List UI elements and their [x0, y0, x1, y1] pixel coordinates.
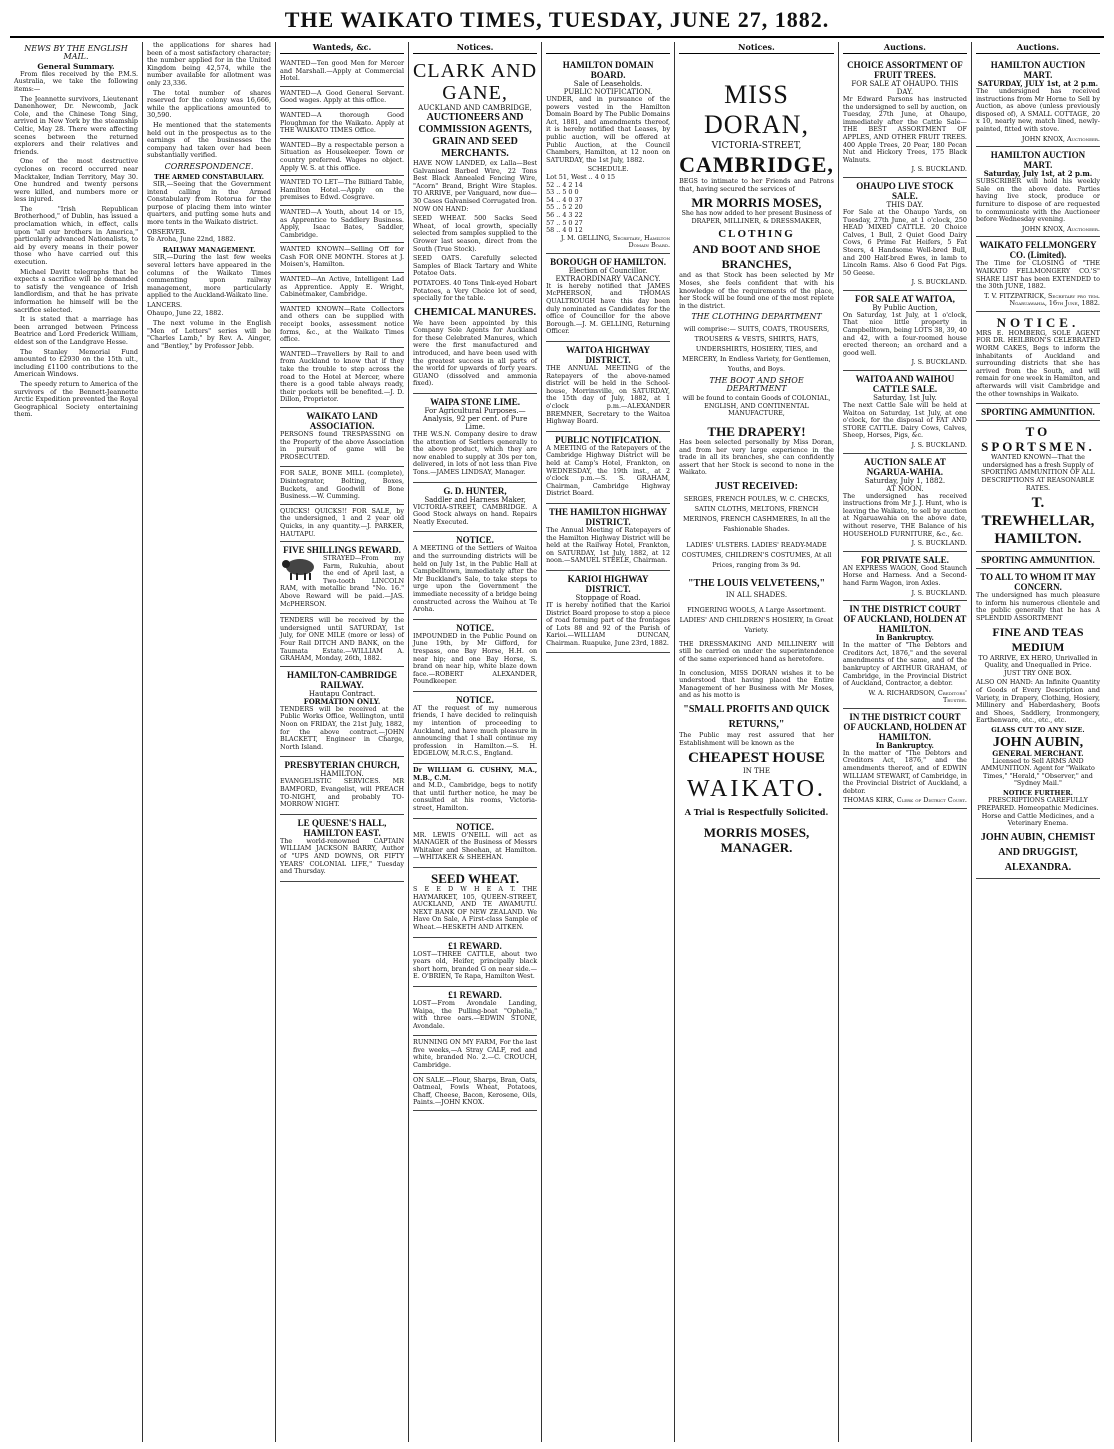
fruit-trees-ad — [843, 57, 967, 178]
section-heading-blank — [546, 42, 670, 54]
ad-subtitle: FORMATION ONLY. — [303, 696, 381, 706]
private-sale-ad — [843, 552, 967, 601]
ad-body: In the matter of "The Debtors and Creditors Act, 1876," and the amendments thereof, and of EDWIN WILLIAM STEWART, of Cambridge, in the Provincial District of Auckland, a debtor. — [842, 748, 967, 795]
tenders-ad: TENDERS will be received by the undersigned until SATURDAY, 1st July, for ONE MILE (more or less) of Four Rail DITCH AND BANK, on the Taumata Estate.—WILLIAM A. GRAHAM, Monday, 26th, 1882. — [280, 614, 404, 667]
schedule-row: 54 .. 4 0 37 — [546, 195, 583, 204]
ad-title: PRESBYTERIAN CHURCH, — [284, 760, 400, 771]
ad-body: SUBSCRIBER will hold his weekly Sale on the above date. Parties having live stock, produce or furniture to dispose of are requested to communicate with the Auctioneer before Wednesday evening. — [975, 177, 1100, 224]
ad-title: SPORTING AMMUNITION. — [981, 555, 1095, 566]
ad-title: CHEMICAL MANURES. — [413, 305, 537, 318]
ad-subtitle: Stoppage of Road. — [575, 593, 641, 602]
ad-subtitle: For Agricultural Purposes.—Analysis, 92 per cent. of Pure Lime. — [422, 407, 528, 432]
column-8 — [972, 42, 1104, 1442]
article-paragraph: The total number of shares reserved for the colony was 16,666, while the applications amounted to 30,590. — [147, 88, 272, 120]
ad-body: MR. LEWIS O'NEILL will act as MANAGER of the Business of Messrs Whitaker and Sheehan, at Hamilton.—WHITAKER & SHEEHAN. — [413, 830, 538, 862]
ad-heading: "THE LOUIS VELVETEENS," — [688, 577, 825, 589]
ad-body: IT is hereby notified that the Karioi District Board propose to stop a piece of road forming part of the frontages of Lots 88 and 92 of the Parish of Karioi.—WILLIAM DUNCAN, Chairman. Ruapuke, June 23rd, 1882. — [546, 600, 671, 647]
wanted-ad: WANTED—A thorough Good Ploughman for the Waikato. Apply at THE WAIKATO TIMES Office. — [280, 109, 404, 139]
ad-body: POTATOES. 40 Tons Tink-eyed Hobart Potatoes, a Very Choice lot of seed, specially for the table. — [413, 278, 538, 303]
seed-wheat-ad — [413, 868, 537, 938]
domain-board-ad — [546, 57, 670, 254]
article-paragraph: From files received by the P.M.S. Australia, we take the following items:— — [14, 69, 139, 93]
letter-body: SIR,—During the last few weeks several letters have appeared in the columns of the Waikato Times commenting upon railway management, more particularly applied to the Auckland-Waikato line. — [147, 253, 272, 300]
ad-title: LE QUESNE'S HALL, HAMILTON EAST. — [297, 817, 387, 838]
stray-ad: RUNNING ON MY FARM, For the last five weeks,—A Stray CALF, red and white, branded No. 2.—C. CROUCH, Cambridge. — [413, 1036, 537, 1073]
notice-ad — [413, 620, 537, 692]
teas-banner: FINE AND TEAS MEDIUM — [992, 624, 1084, 654]
schedule-row: 56 .. 4 3 22 — [546, 210, 583, 219]
letter-title: THE ARMED CONSTABULARY. — [154, 172, 264, 181]
ad-subtitle: Saturday, July 1st, at 2 p.m. — [983, 169, 1093, 179]
ad-body: The Time for CLOSING of "THE WAIKATO FELLMONGERY CO.'S" SHARE LIST has been EXTENDED to the 30th JUNE, 1882. — [975, 259, 1100, 291]
ad-body: It is hereby notified that JAMES McPHERSON, and THOMAS QUALTROUGH have this day been duly nominated as Candidates for the office of Councillor for the above Borough.—J. M. GELLING, Returning Officer. — [546, 281, 671, 336]
article-paragraph: It is stated that a marriage has been arranged between Princess Beatrice and Lord Frederick William, eldest son of the Landgrave Hesse. — [14, 315, 139, 346]
ad-signature: J. S. BUCKLAND. — [911, 165, 967, 174]
ad-body: FINGERING WOOLS, A Large Assortment. LADIES' AND CHILDREN'S HOSIERY, In Great Variety. — [679, 605, 834, 634]
ad-subtitle: GENERAL MERCHANT. — [992, 748, 1084, 758]
wanted-ad: WANTED—A Good General Servant. Good wages. Apply at this office. — [280, 87, 404, 109]
fellmongery-ad — [976, 237, 1100, 312]
ad-title: TO SPORTSMEN. — [981, 424, 1095, 455]
ad-signature: J. M. GELLING, Secretary, Hamilton Domain Board. — [560, 233, 671, 250]
doctor-ad — [413, 764, 537, 819]
ad-title: THE HAMILTON HIGHWAY DISTRICT. — [548, 506, 668, 527]
ad-title: HAMILTON DOMAIN BOARD. — [562, 60, 654, 80]
ad-subtitle: HAMILTON. — [320, 770, 364, 779]
ad-title: NOTICE. — [456, 535, 494, 546]
article-paragraph: The Jeannette survivors, Lieutenant Danenhower, Dr. Newcomb, Jack Cole, and the Chinese Tong Sing, arrived in New York by the steamship Celtic, May 28. There were affecting scenes between the returned explorers and their relatives and friends. — [14, 94, 139, 156]
ad-body: A MEETING of the Settlers of Waitoa and the surrounding districts will be held on July 1st, in the Public Hall at Campbelltown, immediately after the Mr Buckland's Sale, to take steps to urge upon the Government the immediate necessity of a bridge being constructed across the Waihou at Te Aroha. — [413, 544, 538, 614]
ad-body: THE ANNUAL MEETING of the Ratepayers of the above-named district will be held in the School-house, Morrinsville, on SATURDAY, the 15th day of July, 1882, at 1 o'clock p.m.—ALEXANDER BREMNER, Secretary to the Waitoa Highway Board. — [546, 364, 671, 426]
ad-body: LADIES' ULSTERS. LADIES' READY-MADE COSTUMES, CHILDREN'S COSTUMES, At all Prices, ranging from 3s 9d. — [681, 540, 832, 569]
notice-ad — [413, 819, 537, 868]
ad-body: TENDERS will be received at the Public Works Office, Wellington, until Noon on FRIDAY, the 21st July, 1882, for the above contract.—JOHN BLACKETT, Engineer in Charge, North Island. — [280, 704, 405, 751]
reward-ad — [280, 542, 404, 614]
ngaruawahia-ad — [843, 454, 967, 552]
ad-motto: "SMALL PROFITS AND QUICK RETURNS," — [683, 704, 830, 731]
news-subheading: General Summary. — [37, 62, 115, 72]
letter-signature: OBSERVER. — [147, 227, 187, 236]
wanted-ad: WANTED—An Active, Intelligent Lad as Apprentice. Apply E. Wright, Cabinetmaker, Cambridge. — [280, 273, 404, 303]
ad-body: Mr Edward Parsons has instructed the undersigned to sell by auction, on Tuesday, 27th June, at Ohaupo, immediately after the Cattle Sale—THE BEST ASSORTMENT OF APPLES, AND OTHER FRUIT TREES. 400 Apple Trees, 20 Pear, 180 Pecan Nut and Hickory Trees, 175 Black Walnuts. — [842, 95, 967, 164]
section-heading: Notices. — [679, 42, 834, 54]
ad-subtitle: Saturday, 1st July. — [873, 394, 937, 403]
ad-heading: CLOTHING — [718, 228, 795, 241]
ad-signature: JOHN KNOX, Auctioneer. — [1021, 224, 1100, 233]
auction-mart-ad — [976, 147, 1100, 237]
ad-signature: J. S. BUCKLAND. — [911, 441, 967, 449]
ad-body: The undersigned has much pleasure to inform his numerous clientele and the public generally that he has A SPLENDID ASSORTMENT — [975, 591, 1100, 622]
ammunition-ad — [976, 552, 1100, 569]
ad-title: MISS DORAN, — [704, 80, 809, 139]
ad-body: The Public may rest assured that her Establishment will be known as the — [679, 731, 834, 747]
waihou-cattle-ad — [843, 371, 967, 454]
worm-cakes-ad — [976, 312, 1100, 404]
ad-body: THE DRESSMAKING AND MILLINERY will still be carried on under the superintendence of the same experienced hand as heretofore. — [679, 639, 834, 664]
ad-body: VICTORIA-STREET, CAMBRIDGE. A Good Stock always on hand. Repairs Neatly Executed. — [413, 502, 538, 526]
ad-title: NOTICE. — [456, 821, 494, 832]
ad-subtitle: AT NOON. — [886, 484, 924, 493]
for-sale-ad: FOR SALE, BONE MILL (complete), Disintegrator, Bolting, Boxes, Buckets, and Goodwill of Bone Business.—W. Cumming. — [280, 467, 404, 504]
schedule-row: 55 .. 5 2 20 — [546, 203, 583, 212]
notice-ad — [413, 692, 537, 764]
ad-heading: THE DRAPERY! — [707, 423, 806, 439]
ad-title: WAITOA AND WAIHOU CATTLE SALE. — [855, 374, 955, 395]
ad-body: UNDER, and in pursuance of the powers vested in the Hamilton Domain Board by The Public Domains Act, 1881, and amendments thereof, it is hereby notified that Leases, by public auction, will be offered at Public Auction, at the Council Chambers, Hamilton, at 12 noon on SATURDAY, the 1st July, 1882. — [546, 95, 671, 164]
wanted-ad: WANTED KNOWN—Rate Collectors and others can be supplied with receipt books, assessment notice forms, &c., at the Waikato Times office. — [280, 303, 404, 348]
church-ad — [280, 757, 404, 814]
wanted-ad: WANTED—A Youth, about 14 or 15, as Apprentice to Saddlery Business. Apply, Isaac Bates, Saddler, Cambridge. — [280, 206, 404, 243]
wanted-ad: WANTED—Travellers by Rail to and from Auckland to know that if they take the trouble to step across the road to the Hotel at Mercer, where there is a good table always ready, their pockets will be benefited.—J. D. Dillon, Proprietor. — [280, 348, 404, 408]
column-1 — [10, 42, 143, 1442]
ad-signature: THOMAS KIRK, Clerk of District Court. — [843, 796, 967, 805]
ad-signature: MORRIS MOSES, MANAGER. — [703, 824, 810, 855]
ad-body: The world-renowned CAPTAIN WILLIAM JACKSON BARRY, Author of "UPS AND DOWNS, OR FIFTY YEARS' COLONIAL LIFE," Tuesday and Thursday. — [280, 836, 405, 876]
ad-subtitle: AUCKLAND AND CAMBRIDGE, — [418, 104, 532, 112]
ad-line: NOTICE FURTHER. — [1003, 788, 1073, 797]
section-heading: Wanteds, &c. — [280, 42, 404, 54]
ad-title: CLARK AND GANE, — [413, 60, 538, 104]
ram-illustration — [280, 555, 320, 581]
ad-subtitle: By Public Auction, — [872, 303, 938, 312]
aubin-ad — [976, 569, 1100, 879]
schedule-row: Lot 51, West .. 4 0 15 — [546, 172, 616, 181]
ad-body: On Saturday, 1st July, at 1 o'clock, That nice little property in Campbelltown, being LOTS 38, 39, 40 and 42, with a four-roomed house erected thereon; an orchard and a good well. — [842, 310, 967, 357]
article-paragraph: The "Irish Republican Brotherhood," of Dublin, has issued a proclamation which, in effect, calls upon "all our brothers in America," particularly advanced Nationalists, to aid by every means in their power those who have carried out this execution. — [14, 204, 139, 267]
ad-heading: JUST RECEIVED: — [715, 480, 798, 492]
ad-body: IMPOUNDED in the Public Pound on June 19th, by Mr Gifford, for trespass, one Bay Horse, H.H. on near hip; and one Bay Horse, S. brand on near hip, white blaze down face.—ROBERT ALEXANDER, Poundkeeper. — [413, 631, 538, 686]
ad-subtitle: Hautapu Contract. — [308, 689, 376, 698]
section-heading: Auctions. — [843, 42, 967, 54]
hamilton-highway-ad — [546, 504, 670, 571]
ad-title: PUBLIC NOTIFICATION. — [555, 434, 661, 445]
ad-body: ALSO ON HAND: An Infinite Quantity of Goods of Every Description and Variety, in Drapery, Clothing, Hosiery, Millinery and Haberdashery, Boots and Shoes, Saddlery, Ironmongery, Earthenware, etc., etc., etc. — [975, 678, 1100, 725]
ad-signature: J. S. BUCKLAND. — [911, 278, 967, 287]
column-4 — [409, 42, 542, 1442]
schedule-row: 58 .. 4 0 12 — [546, 226, 583, 235]
ad-signature: T. V. FITZPATRICK, Secretary pro tem. Ngaruawahia, 16th June, 1882. — [984, 291, 1100, 308]
ad-body: STRAYED—From my Farm, Rukuhia, about the end of April last, a Two-tooth LINCOLN RAM, with metallic brand "No. 16." Above Reward will be paid.—JAS. McPHERSON. — [280, 554, 405, 608]
ad-body: The undersigned has received instructions from Mr J. J. Hunt, who is leaving the Waikato, to sell by auction at Ngaruawahia on the above date, without reserve, THE Balance of his HOUSEHOLD FURNITURE, &c., &c. — [842, 491, 967, 538]
ad-title: HAMILTON-CAMBRIDGE RAILWAY. — [287, 669, 398, 690]
ad-line: GLASS CUT TO ANY SIZE. — [991, 725, 1085, 734]
ad-body: EVANGELISTIC SERVICES. MR BAMFORD, Evangelist, will PREACH TO-NIGHT, and probably TO-MORROW NIGHT. — [280, 777, 405, 809]
ad-body: A MEETING of the Ratepayers of the Cambridge Highway District will be held at Camp's Hotel, Frankton, on WEDNESDAY, the 19th inst., at 2 o'clock p.m.—S. S. GRAHAM, Chairman, Cambridge Highway District Board. — [546, 443, 671, 498]
article-paragraph: Michael Davitt telegraphs that he expects a sacrifice will be demanded to satisfy the vengeance of Irish landlordism, and that he has private information he himself will be the sacrifice selected. — [14, 267, 139, 314]
ad-body: Licensed to Sell ARMS AND AMMUNITION. Agent for "Waikato Times," "Herald," "Observer," and "Sydney Mail." — [981, 756, 1095, 788]
article-paragraph: One of the most destructive cyclones on record occurred near Macktaker, Indian Territory, May 30. One hundred and twenty persons were killed, and numbers more or less injured. — [14, 157, 139, 204]
ad-title: KARIOI HIGHWAY DISTRICT. — [567, 573, 649, 594]
miss-doran-ad — [679, 57, 834, 858]
reward-ad — [413, 938, 537, 987]
ad-subtitle: THIS DAY. — [886, 200, 924, 209]
letter-body: SIR,—Seeing that the Government intend calling in the Armed Constabulary from Rotorua for the purpose of placing them into winter quarters, and putting some huts and more tents in the Waikato district. — [147, 180, 272, 227]
column-3 — [276, 42, 409, 1442]
ad-title: G. D. HUNTER, — [443, 485, 507, 496]
schedule-row: 52 .. 4 2 14 — [546, 180, 583, 189]
ad-signature: J. S. BUCKLAND. — [911, 358, 967, 367]
ad-title: OHAUPO LIVE STOCK SALE. — [856, 180, 954, 201]
ad-subtitle: IN THE — [743, 767, 770, 776]
ad-subtitle: Saddler and Harness Maker, — [424, 495, 526, 504]
ad-body: The next Cattle Sale will be held at Waitoa on Saturday, 1st July, at one o'clock, for the disposal of FAT AND STORE CATTLE. Dairy Cows, Calves, Sheep, Horses, Pigs, &c. — [842, 401, 967, 440]
ad-title: NOTICE. — [996, 314, 1080, 330]
wanted-ad: WANTED—By a respectable person a Situation as Housekeeper. Town or country preferred. Wages no object. Apply W. S. at this office. — [280, 139, 404, 176]
ad-body: She has now added to her present Business of DRAPER, MILLINER, & DRESSMAKER, — [681, 209, 832, 225]
ad-signature: JOHN AUBIN, CHEMIST AND DRUGGIST, ALEXANDRA. — [980, 831, 1096, 873]
ad-body: S E E D W H E A T. THE HAYMARKET, 105, QUEEN-STREET, AUCKLAND, AND TE AWAMUTU. NEXT BANK OF NEW ZEALAND. We Have On Sale, A First-class Sample of Wheat.—HESKETH AND AITKEN. — [413, 884, 538, 931]
letter-signature: LANCERS. — [147, 301, 183, 309]
notice-ad — [413, 532, 537, 619]
on-sale-ad: ON SALE.—Flour, Sharps, Bran, Oats, Oatmeal, Fowls Wheat, Potatoes, Chaff, Cheese, Bacon, Kerosene, Oils, Paints.—JOHN KNOX. — [413, 1074, 537, 1111]
quicks-ad: QUICKS! QUICKS!! FOR SALE, by the undersigned, 1 and 2 year old Quicks, in any quantity.—J. PARKER, HAUTAPU. — [280, 505, 404, 542]
ad-section: THE CLOTHING DEPARTMENT — [691, 312, 822, 322]
ad-body: SEED OATS. Carefully selected Samples of Black Tartary and White Potatoe Oats. — [413, 254, 538, 278]
hall-ad — [280, 815, 404, 882]
ad-body: SEED WHEAT. 500 Sacks Seed Wheat, of local growth, specially selected from samples supplied to the Grower last season, direct from the South (True Stock). — [413, 214, 538, 253]
auction-mart-ad — [976, 57, 1100, 147]
ad-signature: W. A. RICHARDSON, Creditors' Trustee. — [868, 688, 967, 705]
bankruptcy-ad — [843, 601, 967, 709]
waitoa-sale-ad — [843, 291, 967, 371]
ad-body: Has been selected personally by Miss Doran, and from her very large experience in the trade in all its branches, she can confidently assert that her Stock is second to none in the Waikato. — [679, 437, 834, 477]
ad-subtitle: Saturday, July 1, 1882. — [864, 476, 946, 485]
ad-title: HAMILTON AUCTION MART. — [990, 150, 1086, 171]
ad-title: NOTICE. — [456, 694, 494, 705]
ad-body: MRS E. HOMBERG, SOLE AGENT FOR DR. HEILBRON'S CELEBRATED WORM CAKES, Begs to inform the inhabitants of Auckland and surrounding districts that she has arrived from the South, and will remain for one week in Hamilton, and afterwards will visit Cambridge and the other townships in Waikato. — [975, 328, 1100, 398]
ad-body: The undersigned has received instructions from Mr Horne to Sell by Auction, as above (unless previously disposed of), A SMALL COTTAGE, 20 x 10, nearly new, match lined, newly-painted, fitted with stove. — [975, 87, 1100, 133]
ad-signature: JOHN KNOX, Auctioneer. — [1021, 134, 1100, 143]
letter-title: RAILWAY MANAGEMENT. — [162, 245, 256, 254]
section-heading: Notices. — [413, 42, 537, 54]
masthead: THE WAIKATO TIMES, TUESDAY, JUNE 27, 1882. — [10, 6, 1104, 38]
sportsmen-ad — [976, 421, 1100, 552]
column-7 — [839, 42, 972, 1442]
hunter-ad — [413, 483, 537, 533]
correspondence-heading: CORRESPONDENCE. — [164, 161, 254, 171]
schedule-heading: SCHEDULE. — [587, 165, 629, 174]
ad-subtitle: Sale of Leaseholds. — [573, 80, 643, 88]
ad-body: BEGS to intimate to her Friends and Patrons that, having secured the services of — [679, 177, 834, 193]
ad-title: WAIKATO FELLMONGERY CO. (Limited). — [979, 240, 1097, 261]
columns — [10, 42, 1104, 1442]
ad-trial: A Trial is Respectfully Solicited. — [684, 807, 829, 818]
ad-body: WANTED KNOWN—That the undersigned has a fresh Supply of SPORTING AMMUNITION OF ALL DESCRIPTIONS AT REASONABLE RATES. — [981, 453, 1095, 492]
ohaupo-stock-ad — [843, 178, 967, 291]
ad-body: AT the request of my numerous friends, I have decided to relinquish my intention of proceeding to Auckland, and have much pleasure in announcing that I shall continue my profession in Hamilton.—S. H. EDGELOW, M.R.C.S., England. — [413, 703, 538, 758]
article-paragraph: The speedy return to America of the survivors of the Bennett-Jeannette Arctic Expedition prevented the Royal Geographical Society entertaining them. — [14, 379, 139, 419]
section-heading: Auctions. — [976, 42, 1100, 54]
clark-gane-ad — [413, 57, 537, 394]
ad-body: LOST—From Avondale Landing, Waipa, the Pulling-boat "Ophelia," with three oars.—EDWIN STONE, Avondale. — [413, 998, 538, 1030]
public-notification-ad — [546, 432, 670, 504]
ad-subtitle: IN ALL SHADES. — [725, 590, 788, 599]
ad-title: £1 REWARD. — [448, 940, 502, 951]
waitoa-highway-ad — [546, 342, 670, 432]
ad-subtitle: In Bankruptcy. — [875, 740, 934, 750]
ad-title: TO ALL TO WHOM IT MAY CONCERN. — [980, 572, 1096, 593]
bankruptcy-ad — [843, 709, 967, 809]
letter-date: Ohaupo, June 22, 1882. — [147, 308, 224, 317]
ad-name: MR MORRIS MOSES, — [691, 195, 822, 211]
ad-title: BOROUGH OF HAMILTON. — [550, 256, 667, 267]
ad-subtitle: FOR SALE AT OHAUPO. THIS DAY. — [851, 80, 959, 96]
ad-title: FIVE SHILLINGS REWARD. — [283, 545, 401, 556]
borough-ad — [546, 254, 670, 342]
ad-body: THE W.S.N. Company desire to draw the attention of Settlers generally to the above product, which they are now enabled to supply at 30s per ton, delivered, in lots of not less than Five Tons.—JAMES LINDSAY, Manager. — [413, 430, 538, 476]
ad-body: and M.D., Cambridge, begs to notify that until further notice, he may be consulted at his rooms, Victoria-street, Hamilton. — [413, 781, 538, 812]
ad-heading: CHEAPEST HOUSE — [688, 750, 825, 767]
wanted-ad: WANTED KNOWN—Selling Off for Cash FOR ONE MONTH. Stores at J. Moisen's, Hamilton. — [280, 243, 404, 273]
ad-body: In the matter of "The Debtors and Creditors Act, 1876," and the several amendments of the same, and of the bankruptcy of ARTHUR GRAHAM, of Cambridge, in the Provincial District of Auckland, Contractor, a debtor. — [842, 641, 967, 688]
ad-body: The Annual Meeting of Ratepayers of the Hamilton Highway District will be held at the Railway Hotel, Frankton, on SATURDAY, 1st July, 1882, at 12 noon.—SAMUEL STEELE, Chairman. — [546, 525, 671, 565]
ad-subtitle: In Bankruptcy. — [875, 633, 934, 643]
article-paragraph: He mentioned that the statements held out in the prospectus as to the earnings of the businesses the company had taken over had been substantially verified. — [147, 120, 272, 160]
ad-title: SPORTING AMMUNITION. — [981, 407, 1095, 418]
ad-title: FOR SALE AT WAITOA, — [854, 293, 955, 304]
lime-ad — [413, 394, 537, 483]
ad-body: We have been appointed by this Company Sole Agents for Auckland for these Celebrated Manures, which were the first manufactured and introduced, and have been used with the greatest success in all parts of the world for upwards of forty years. GUANO (dissolved and ammonia fixed). — [413, 318, 538, 388]
ad-title: £1 REWARD. — [448, 989, 502, 1000]
ad-body: PERSONS found TRESPASSING on the Property of the above Association in pursuit of game will be PROSECUTED. — [280, 429, 405, 461]
wanted-ad: WANTED—Ten good Men for Mercer and Marshall.—Apply at Commercial Hotel. — [280, 57, 404, 87]
article-paragraph: the applications for shares had been of a most satisfactory character; the number applied for in the United Kingdom being 42,574, while the number available for allotment was only 23,336. — [147, 41, 272, 87]
ad-body: will be found to contain Goods of COLONIAL, ENGLISH, AND CONTINENTAL MANUFACTURE, — [682, 394, 831, 418]
ad-title: NOTICE. — [456, 622, 494, 633]
letter-date: Te Aroha, June 22nd, 1882. — [147, 235, 236, 244]
reward-ad — [413, 987, 537, 1036]
ad-body: LOST—THREE CATTLE, about two years old, Heifer, principally black short horn, branded G on near side.—E. O'BRIEN, Te Rapa, Hamilton West. — [413, 949, 538, 981]
ad-signature: T. TREWHELLAR, HAMILTON. — [981, 495, 1095, 548]
ad-title: SEED WHEAT. — [430, 870, 520, 886]
karioi-highway-ad — [546, 571, 670, 654]
land-association-ad — [280, 408, 404, 467]
ad-subtitle: Election of Councillor. — [568, 266, 648, 275]
ammunition-ad — [976, 404, 1100, 421]
ad-heading: AND BOOT AND SHOE BRANCHES, — [692, 242, 821, 272]
ad-body: For Sale at the Ohaupo Yards, on Tuesday, 27th June, at 1 o'clock, 250 HEAD MIXED CATTLE. 20 Choice Calves, 1 Bull, 2 Quiet Good Dairy Cows, 6 Prime Fat Heifers, 5 Fat Steers, 4 Handsome Well-bred Bull, and 200 Half-bred Ewes, in lamb to Lincoln Rams. Also 6 Good Fat Pigs. 50 Geese. — [842, 207, 967, 277]
ad-body: will comprise:— SUITS, COATS, TROUSERS, TROUSERS & VESTS, SHIRTS, HATS, UNDERSHIRTS, HOSIERY, TIES, and MERCERY, In Endless Variety, for Gentlemen, Youths, and Boys. — [682, 324, 831, 373]
ad-signature: J. S. BUCKLAND. — [911, 588, 967, 597]
ad-town: CAMBRIDGE, — [679, 152, 834, 177]
ad-body: SERGES, FRENCH FOULES, W. C. CHECKS, SATIN CLOTHS, MELTONS, FRENCH MERINOS, FRENCH CASHMERES, In all the Fashionable Shades. — [682, 494, 830, 533]
ad-subtitle: AUCTIONEERS AND COMMISSION AGENTS, GRAIN AND SEED MERCHANTS. — [418, 112, 532, 159]
ad-title: AUCTION SALE AT NGARUA-WAHIA. — [864, 456, 946, 477]
ad-body: HAVE NOW LANDED, ex Lalla—Best Galvanised Barbed Wire, 22 Tons Best Black Annealed Fencing Wire, "Acorn" Brand, Bright Wire Staples. TO ARRIVE, per Vanguard, now due—30 Cases Galvanised Corrugated Iron. NOW ON HAND: — [413, 159, 538, 213]
schedule-row: 57 .. 5 0 27 — [546, 218, 583, 227]
ad-title: WAIKATO LAND ASSOCIATION. — [306, 410, 378, 431]
ad-body: and as that Stock has been selected by Mr Moses, she feels confident that with his knowledge of the requirements of the place, her Stock will be found one of the most replete in the district. — [679, 271, 834, 310]
ad-subtitle: EXTRAORDINARY VACANCY. — [555, 274, 661, 283]
ad-title: FOR PRIVATE SALE. — [860, 554, 949, 565]
ad-signature: J. S. BUCKLAND. — [911, 539, 967, 548]
ad-title: IN THE DISTRICT COURT OF AUCKLAND, HOLDEN AT HAMILTON. — [843, 711, 967, 742]
news-heading: NEWS BY THE ENGLISH MAIL. — [24, 44, 128, 61]
ad-subtitle: SATURDAY, JULY 1st, at 2 p.m. — [977, 79, 1099, 88]
ad-subtitle: PUBLIC NOTIFICATION. — [563, 88, 653, 96]
ad-body: TO ARRIVE, EX HERO, Unrivalled in Quality, and Unequalled in Price. JUST TRY ONE BOX. — [978, 653, 1098, 677]
ad-title: IN THE DISTRICT COURT OF AUCKLAND, HOLDEN AT HAMILTON. — [843, 604, 967, 635]
wanted-ad: WANTED TO LET—The Billiard Table, Hamilton Hotel.—Apply on the premises to Edwd. Cosgrave. — [280, 176, 404, 206]
ad-title: WAIPA STONE LIME. — [430, 397, 521, 408]
column-6 — [675, 42, 839, 1442]
ad-body: PRESCRIPTIONS CAREFULLY PREPARED. Homeopathic Medicines. Horse and Cattle Medicines, and a Veterinary Enema. — [977, 796, 1099, 828]
article-paragraph: The next volume in the English "Men of Letters" series will be "Charles Lamb," by Rev. A. Ainger, and "Bentley," by Professor Jebb. — [147, 319, 272, 350]
ad-name: JOHN AUBIN, — [992, 734, 1084, 750]
ad-section: THE BOOT AND SHOE DEPARTMENT — [709, 375, 804, 393]
ad-title: CHOICE ASSORTMENT OF FRUIT TREES. — [847, 60, 963, 80]
ad-body: AN EXPRESS WAGON, Good Staunch Horse and Harness. And a Second-hand Farm Wagon, iron Axles. — [842, 563, 967, 587]
ad-title: WAITOA HIGHWAY DISTRICT. — [566, 345, 650, 366]
column-2 — [143, 42, 276, 1442]
ad-subtitle: VICTORIA-STREET, — [711, 141, 802, 151]
column-5 — [542, 42, 675, 1442]
article-paragraph: The Stanley Memorial Fund amounted to £2930 on the 15th ult., including £1100 contributions to the American Windows. — [14, 347, 139, 379]
railway-ad — [280, 667, 404, 758]
ad-title: HAMILTON AUCTION MART. — [990, 60, 1086, 80]
ad-body: In conclusion, MISS DORAN wishes it to be understood that having placed the Entire Management of her Business with Mr Moses, and as his motto is — [679, 668, 834, 700]
schedule-row: 53 .. 5 0 0 — [546, 188, 579, 197]
ad-heading: WAIKATO. — [687, 776, 826, 803]
ad-title: Dr WILLIAM G. CUSHNY, M.A., M.B., C.M. — [413, 766, 538, 782]
